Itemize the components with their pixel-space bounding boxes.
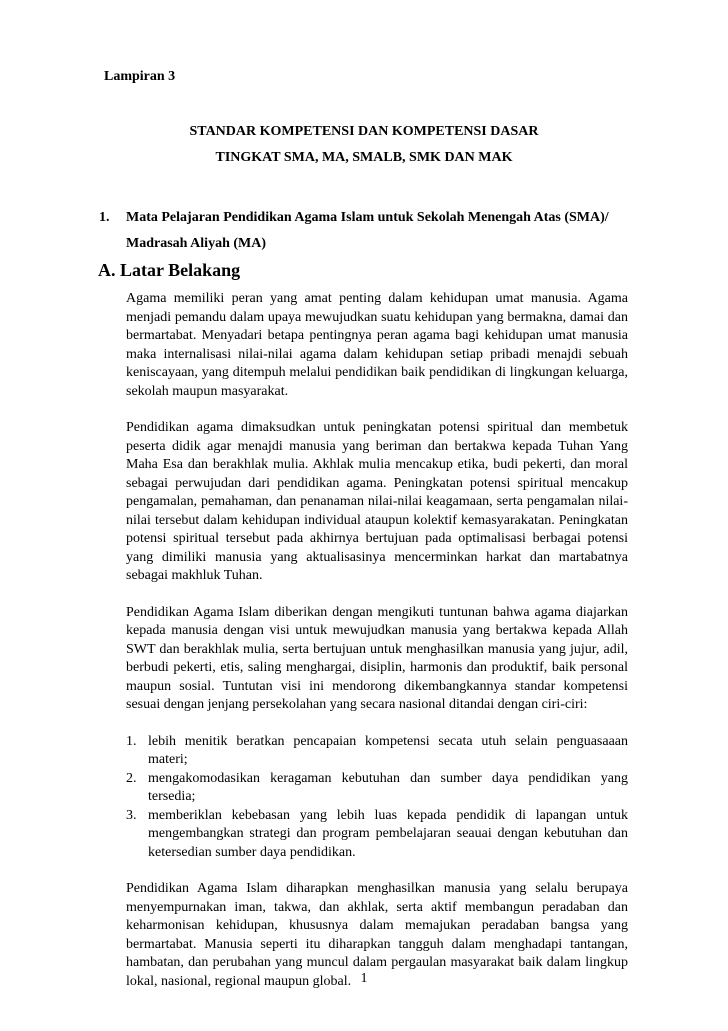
closing-paragraph: Pendidikan Agama Islam diharapkan menghasilkan manusia yang selalu berupaya menyempurnakan iman, takwa, dan akhlak, serta aktif membangun peradaban dan keharmonisan kehidupan, khususnya dalam memajukan peradaban bangsa yang bermartabat. Manusia seperti itu diharapkan tangguh dalam menghadapi tantangan, hambatan, dan perubahan yang muncul dalam pergaulan masyarakat baik dalam lingkup lokal, nasional, regional maupun global.	[126, 881, 628, 989]
subject-heading	[99, 205, 629, 257]
list-item-number: 2.	[126, 770, 137, 786]
document-title-line-2: TINGKAT SMA, MA, SMALB, SMK DAN MAK	[215, 150, 513, 165]
paragraph-2: Pendidikan agama dimaksudkan untuk peningkatan potensi spiritual dan membetuk peserta didik agar menajdi manusia yang beriman dan bertakwa kepada Tuhan Yang Maha Esa dan berakhlak mulia. Akhlak mulia mencakup etika, budi pekerti, dan moral sebagai perwujudan dari pendidikan agama. Peningkatan potensi spiritual mencakup pengamalan, pemahaman, dan penanaman nilai-nilai keagamaan, serta pengamalan nilai-nilai tersebut dalam kehidupan individual ataupun kolektif kemasyarakatan. Peningkatan potensi spiritual tersebut pada akhirnya bertujuan pada optimalisasi berbagai potensi yang dimiliki manusia yang aktualisasinya mencerminkan harkat dan martabatnya sebagai makhluk Tuhan.	[126, 420, 628, 583]
characteristics-list	[126, 733, 628, 863]
paragraph-1: Agama memiliki peran yang amat penting dalam kehidupan umat manusia. Agama menjadi pemandu dalam upaya mewujudkan suatu kehidupan yang bermakna, damai dan bermartabat. Menyadari betapa pentingnya peran agama bagi kehidupan umat manusia maka internalisasi nilai-nilai agama dalam kehidupan setiap pribadi menajdi sebuah keniscayaan, yang ditempuh melalui pendidikan baik pendidikan di lingkungan keluarga, sekolah maupun masyarakat.	[126, 291, 628, 399]
list-item	[126, 770, 628, 807]
list-item-number: 3.	[126, 807, 137, 823]
section-body	[126, 290, 628, 1009]
list-item-text: mengakomodasikan keragaman kebutuhan dan sumber daya pendidikan yang tersedia;	[148, 770, 628, 804]
appendix-label: Lampiran 3	[104, 69, 176, 84]
page-number: 1	[360, 971, 368, 986]
list-item	[126, 733, 628, 770]
subject-text: Mata Pelajaran Pendidikan Agama Islam untuk Sekolah Menengah Atas (SMA)/ Madrasah Aliyah (MA)	[126, 210, 609, 251]
paragraph-3: Pendidikan Agama Islam diberikan dengan mengikuti tuntunan bahwa agama diajarkan kepada manusia dengan visi untuk mewujudkan manusia yang bertakwa kepada Allah SWT dan berakhlak mulia, serta bertujuan untuk menghasilkan manusia yang jujur, adil, berbudi pekerti, etis, saling menghargai, disiplin, harmonis dan produktif, baik personal maupun sosial. Tuntutan visi ini mendorong dikembangkannya standar kompetensi sesuai dengan jenjang persekolahan yang secara nasional ditandai dengan ciri-ciri:	[126, 604, 628, 712]
list-item-text: lebih menitik beratkan pencapaian kompetensi secata utuh selain penguasaaan materi;	[148, 733, 628, 767]
list-item-number: 1.	[126, 733, 137, 749]
section-heading: A. Latar Belakang	[98, 260, 241, 280]
list-item-text: memberiklan kebebasan yang lebih luas kepada pendidik di lapangan untuk mengembangkan strategi dan program pembelajaran seauai dengan kebutuhan dan ketersedian sumber daya pendidikan.	[148, 807, 628, 860]
document-title-line-1: STANDAR KOMPETENSI DAN KOMPETENSI DASAR	[189, 124, 539, 139]
list-item	[126, 807, 628, 863]
subject-number: 1.	[99, 210, 110, 225]
